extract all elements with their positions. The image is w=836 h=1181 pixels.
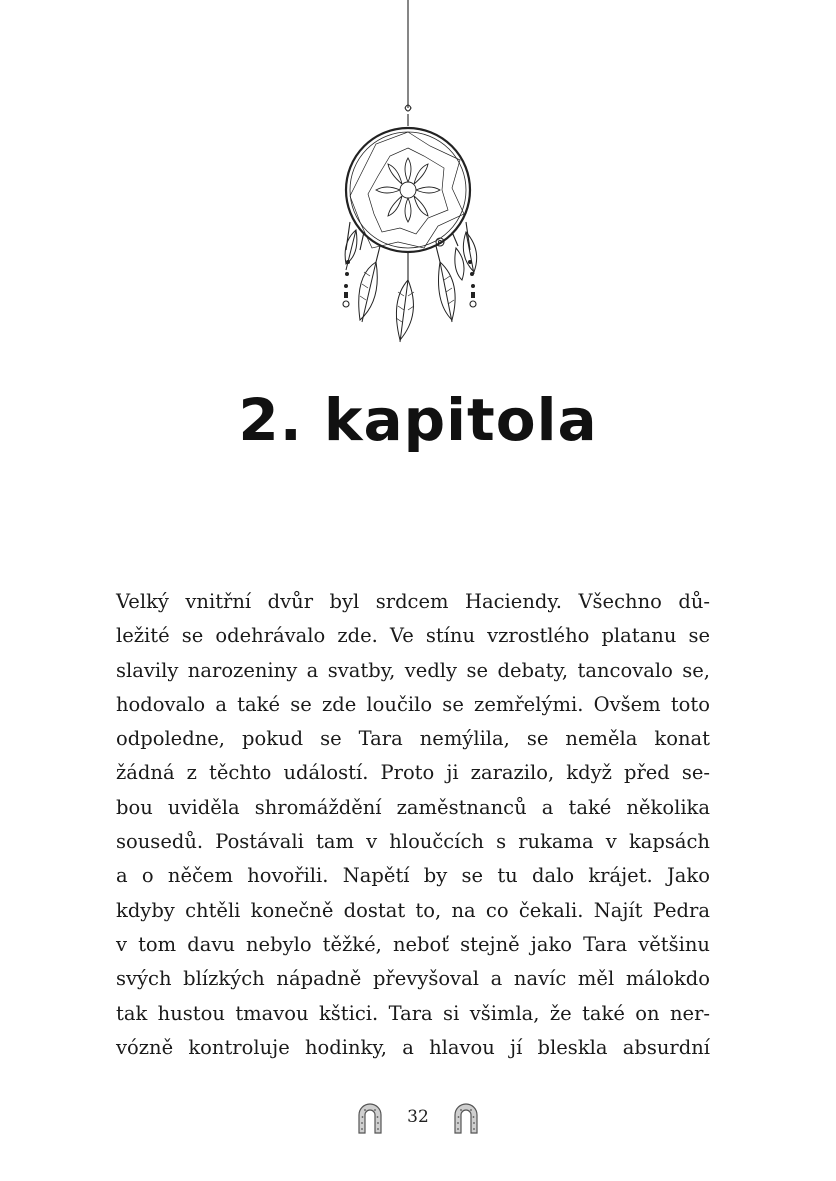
text-line: tak hustou tmavou kštici. Tara si všimla, že také on ner- xyxy=(116,1001,710,1025)
text-line: bou uviděla shromáždění zaměstnanců a také několika xyxy=(116,795,710,819)
text-line: odpoledne, pokud se Tara nemýlila, se neměla konat xyxy=(116,727,710,751)
dreamcatcher-icon xyxy=(320,0,510,345)
page-number: 32 xyxy=(407,1107,429,1127)
body-paragraph xyxy=(116,585,710,1065)
text-line: Velký vnitřní dvůr byl srdcem Haciendy. Všechno dů- xyxy=(116,590,710,613)
text-line: ležité se odehrávalo zde. Ve stínu vzrostlého platanu se xyxy=(116,624,710,648)
text-line: vózně kontroluje hodinky, a hlavou jí bleskla absurdní xyxy=(116,1035,710,1059)
text-line: a o něčem hovořili. Napětí by se tu dalo krájet. Jako xyxy=(116,864,710,888)
text-line: žádná z těchto událostí. Proto ji zarazilo, když před se- xyxy=(116,761,710,785)
text-line: sousedů. Postávali tam v hloučcích s rukama v kapsách xyxy=(116,830,710,854)
text-line: kdyby chtěli konečně dostat to, na co čekali. Najít Pedra xyxy=(116,898,710,922)
horseshoe-icon xyxy=(451,1099,481,1135)
text-line: v tom davu nebylo těžké, neboť stejně jako Tara většinu xyxy=(116,932,710,956)
page-footer xyxy=(0,1095,836,1139)
text-line: svých blízkých nápadně převyšoval a navíc měl málokdo xyxy=(116,967,710,991)
horseshoe-icon xyxy=(355,1099,385,1135)
text-line: slavily narozeniny a svatby, vedly se debaty, tancovalo se, xyxy=(116,658,710,682)
text-line: hodovalo a také se zde loučilo se zemřelými. Ovšem toto xyxy=(116,692,710,716)
chapter-title: 2. kapitola xyxy=(238,386,598,454)
